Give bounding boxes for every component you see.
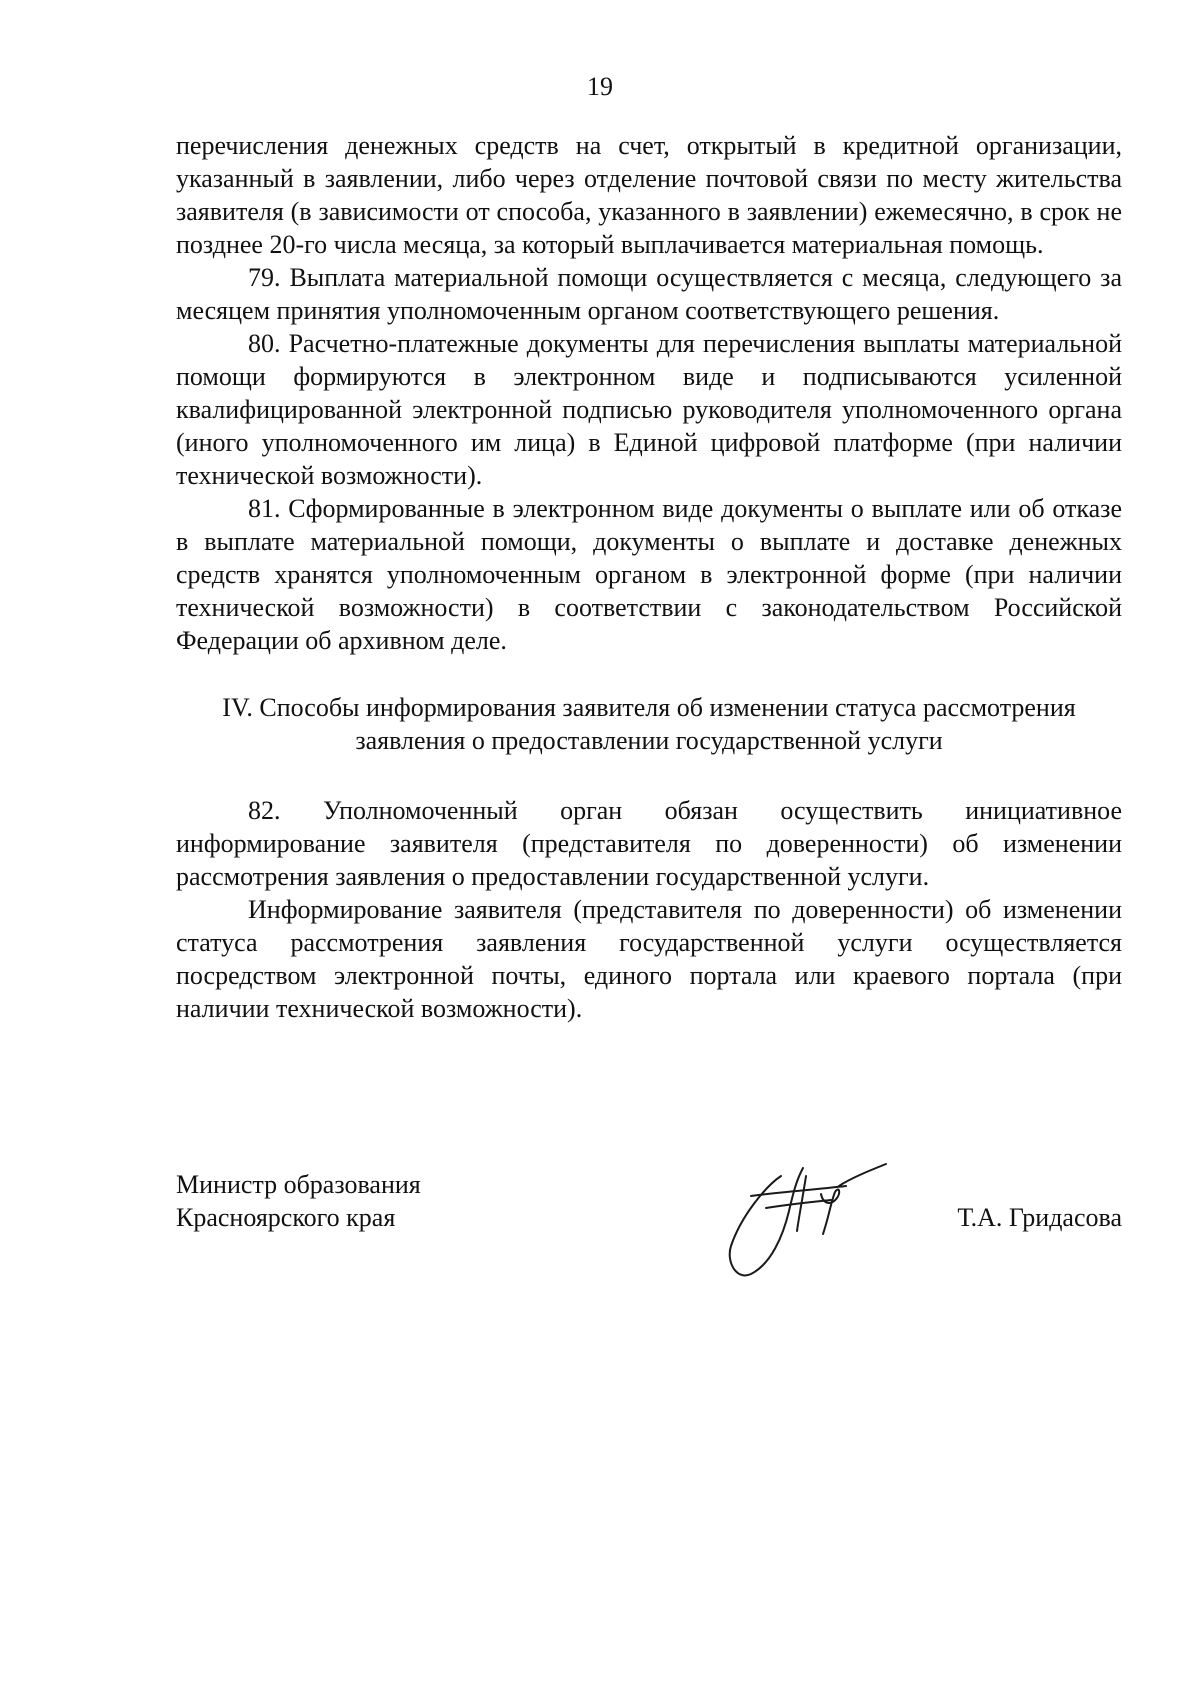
paragraph-79: 79. Выплата материальной помощи осуществляется с месяца, следующего за месяцем принятия уполномоченным органом соответствующего решения.	[176, 263, 1122, 325]
paragraph-continuation: перечисления денежных средств на счет, открытый в кредитной организации, указанный в заявлении, либо через отделение почтовой связи по месту жительства заявителя (в зависимости от способа, указанного в заявлении) ежемесячно, в срок не позднее 20-го числа месяца, за который выплачивается материальная помощь.	[176, 131, 1122, 259]
paragraph-82: 82. Уполномоченный орган обязан осуществить инициативное информирование заявителя (представителя по доверенности) об изменении рассмотрения заявления о предоставлении государственной услуги.	[176, 796, 1122, 891]
handwritten-signature-icon	[711, 1156, 891, 1286]
section-heading-line-1: IV. Способы информирования заявителя об изменении статуса рассмотрения	[222, 693, 1076, 722]
document-body	[176, 129, 1122, 1025]
section-heading-line-2: заявления о предоставлении государственной услуги	[355, 726, 943, 755]
section-heading	[176, 691, 1122, 757]
paragraph-82-informing: Информирование заявителя (представителя по доверенности) об изменении статуса рассмотрения заявления государственной услуги осуществляется посредством электронной почты, единого портала или краевого портала (при наличии технической возможности).	[176, 895, 1122, 1023]
page-number: 19	[587, 72, 613, 101]
paragraph-81: 81. Сформированные в электронном виде документы о выплате или об отказе в выплате материальной помощи, документы о выплате и доставке денежных средств хранятся уполномоченным органом в электронной форме (при наличии технической возможности) в соответствии с законодательством Российской Федерации об архивном деле.	[176, 494, 1122, 655]
signer-title	[176, 1168, 421, 1234]
signer-name: Т.А. Гридасова	[957, 1203, 1122, 1232]
signature-block	[176, 1168, 1122, 1308]
paragraph-80: 80. Расчетно-платежные документы для перечисления выплаты материальной помощи формируются в электронном виде и подписываются усиленной квалифицированной электронной подписью руководителя уполномоченного органа (иного уполномоченного им лица) в Единой цифровой платформе (при наличии технической возможности).	[176, 329, 1122, 490]
signer-title-line-2: Красноярского края	[176, 1203, 396, 1232]
signer-title-line-1: Министр образования	[176, 1170, 421, 1199]
